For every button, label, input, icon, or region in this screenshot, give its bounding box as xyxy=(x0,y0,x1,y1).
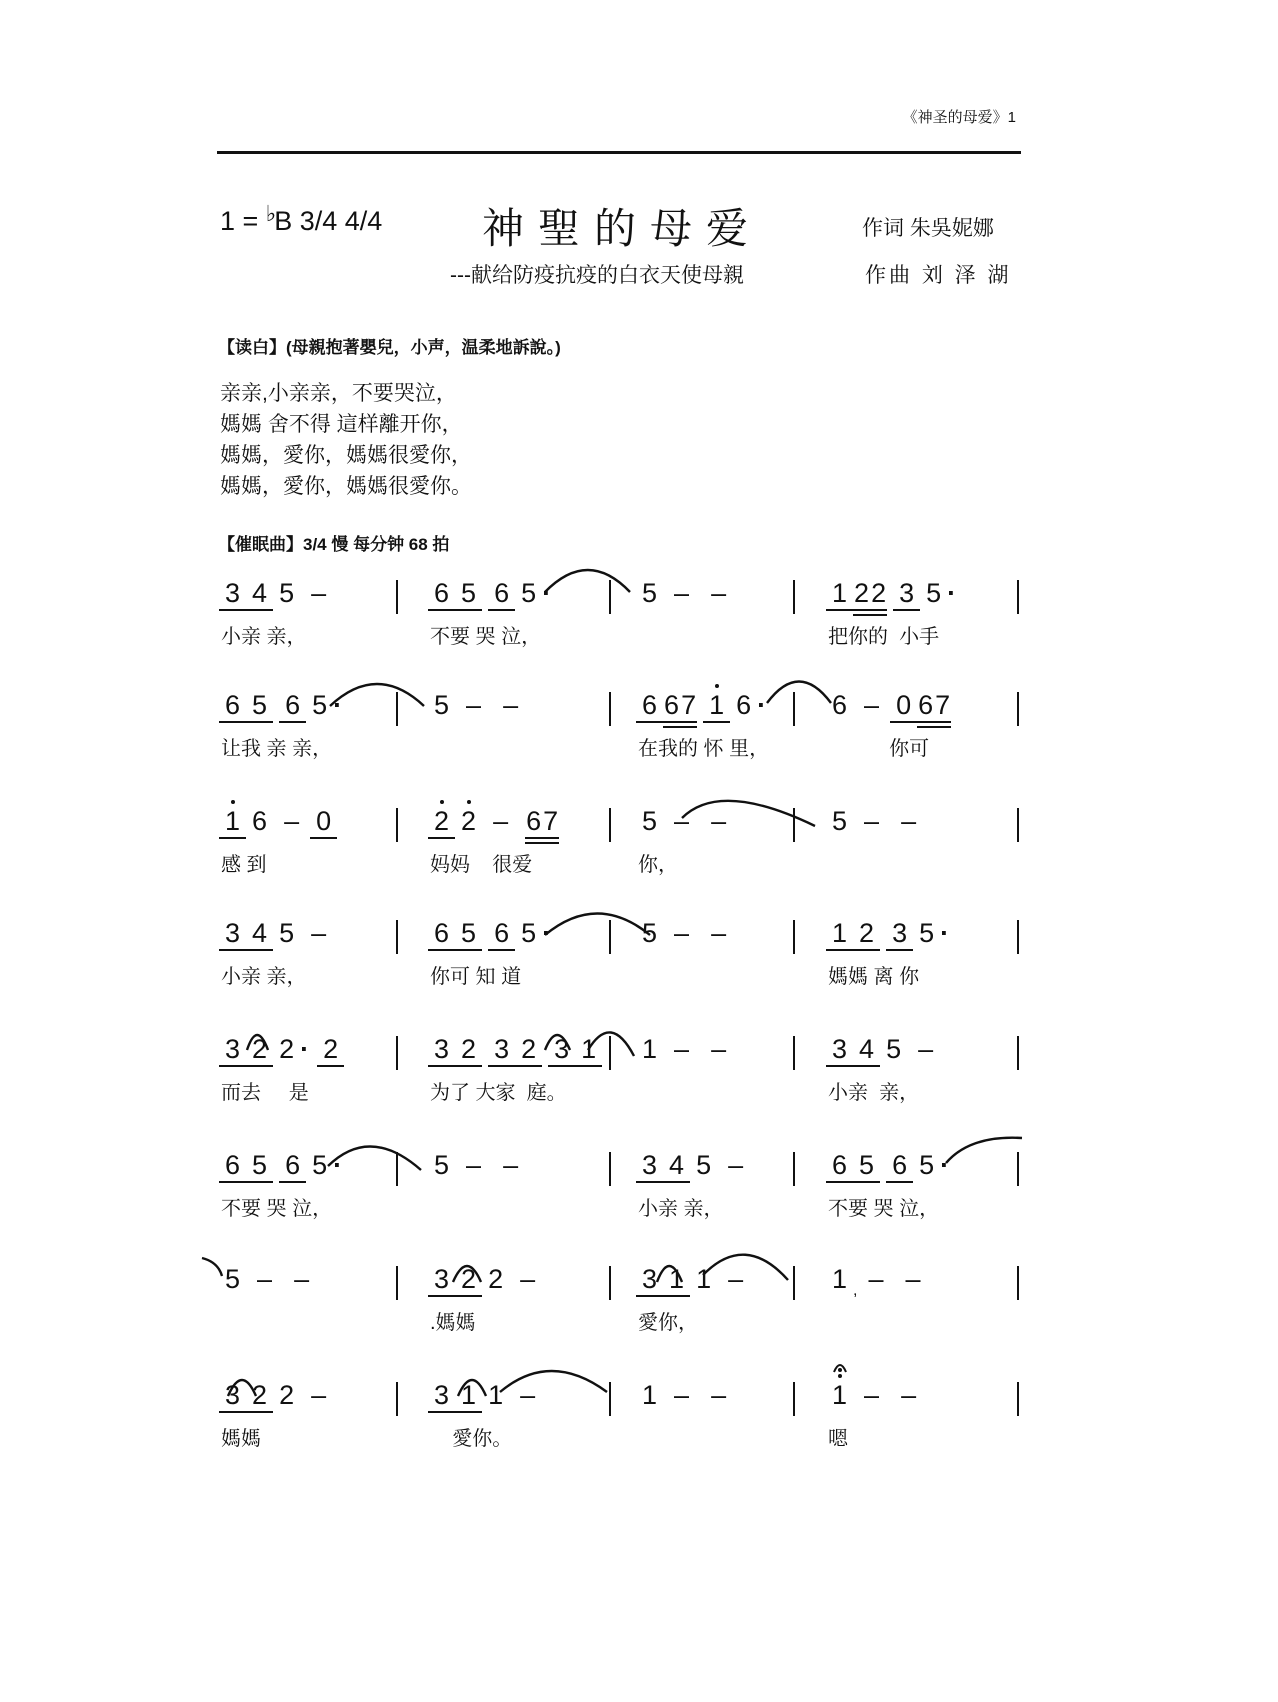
measure xyxy=(428,1380,546,1418)
sustain-dash: – xyxy=(728,1264,744,1294)
recitation-line: 媽媽，愛你，媽媽很愛你， xyxy=(220,444,472,467)
sustain-dash: – xyxy=(868,1264,884,1294)
running-head: 《神圣的母爱》1 xyxy=(902,109,1016,126)
measure xyxy=(428,578,553,616)
lyric: 把你的 小手 xyxy=(828,626,940,648)
note: 2 xyxy=(246,1380,273,1418)
measure xyxy=(826,690,951,728)
lyric: 而去 是 xyxy=(221,1082,309,1104)
note: 1 xyxy=(575,1034,602,1072)
note: 6 xyxy=(279,690,306,728)
recitation-heading: 【读白】(母親抱著嬰兒，小声，温柔地訴說。) xyxy=(218,338,561,357)
sustain-dash: – xyxy=(711,578,727,608)
note: 4 xyxy=(246,918,273,956)
sustain-dash: – xyxy=(901,1380,917,1410)
flat-sign: ♭ xyxy=(265,201,277,226)
note: 3 xyxy=(826,1034,853,1072)
bar-line xyxy=(793,920,795,954)
lyric: 你， xyxy=(638,854,678,876)
sustain-dash: – xyxy=(284,806,300,836)
measure xyxy=(826,578,958,616)
note: 5 xyxy=(642,578,658,608)
recitation-line: 亲亲,小亲亲，不要哭泣， xyxy=(220,382,457,405)
bar-line xyxy=(609,1036,611,1070)
note: 2 xyxy=(428,806,455,844)
sustain-dash: – xyxy=(728,1150,744,1180)
key-signature xyxy=(220,201,383,237)
note: 1 xyxy=(696,1264,712,1294)
measure xyxy=(219,1380,337,1418)
bar-line xyxy=(1017,920,1019,954)
recitation-line: 媽媽，愛你，媽媽很愛你。 xyxy=(220,475,472,498)
note: 5 xyxy=(919,1150,935,1180)
note: 6 xyxy=(636,690,663,728)
sustain-dash: – xyxy=(905,1264,921,1294)
bar-line xyxy=(609,1266,611,1300)
note: 2 xyxy=(870,578,887,616)
bar-line xyxy=(396,1036,398,1070)
measure xyxy=(428,918,553,956)
sustain-dash: – xyxy=(901,806,917,836)
lyric: 嗯 xyxy=(828,1428,848,1450)
bar-line xyxy=(793,1266,795,1300)
note: 1 xyxy=(826,918,853,956)
note: 0 xyxy=(310,806,337,844)
note: 2 xyxy=(279,1380,295,1410)
breath-mark: , xyxy=(853,1282,858,1299)
note: 1 xyxy=(826,578,853,616)
measure xyxy=(826,806,927,844)
bar-line xyxy=(793,1382,795,1416)
note: 3 xyxy=(219,1034,246,1072)
lyric: 你可 知 道 xyxy=(430,966,522,988)
note: 3 xyxy=(548,1034,575,1072)
sustain-dash: – xyxy=(294,1264,310,1294)
sustain-dash: – xyxy=(711,1380,727,1410)
note: 5 xyxy=(455,918,482,956)
note: 2 xyxy=(246,1034,273,1072)
dotted-rhythm: · xyxy=(947,578,957,608)
bar-line xyxy=(1017,1152,1019,1186)
note: 5 xyxy=(434,690,450,720)
sustain-dash: – xyxy=(864,806,880,836)
header-rule xyxy=(217,151,1021,154)
score-row xyxy=(0,578,1278,668)
note: 6 xyxy=(252,806,268,836)
note: 5 xyxy=(455,578,482,616)
lyric: 不要 哭 泣， xyxy=(430,626,542,648)
note: 4 xyxy=(853,1034,880,1072)
note: 5 xyxy=(434,1150,450,1180)
score-row xyxy=(0,918,1278,1008)
score-row xyxy=(0,690,1278,780)
note: 6 xyxy=(736,690,752,720)
dotted-rhythm: · xyxy=(300,1034,310,1064)
note: 2 xyxy=(455,1264,482,1302)
lyric: 愛你， xyxy=(638,1312,698,1334)
dotted-rhythm: · xyxy=(757,690,767,720)
bar-line xyxy=(396,580,398,614)
note: 3 xyxy=(428,1380,455,1418)
bar-line xyxy=(609,808,611,842)
sustain-dash: – xyxy=(674,578,690,608)
score-row xyxy=(0,1264,1278,1354)
note: 5 xyxy=(696,1150,712,1180)
key-note: B xyxy=(274,206,293,236)
lyric: 愛你。 xyxy=(430,1428,513,1450)
note: 2 xyxy=(853,918,880,956)
measure xyxy=(428,1150,529,1188)
note: 3 xyxy=(636,1264,663,1302)
bar-line xyxy=(609,1382,611,1416)
note: 2 xyxy=(455,806,482,844)
measure xyxy=(826,1380,927,1418)
bar-line xyxy=(396,808,398,842)
note: 6 xyxy=(428,578,455,616)
sustain-dash: – xyxy=(711,1034,727,1064)
measure xyxy=(826,918,951,956)
score-row xyxy=(0,1380,1278,1470)
bar-line xyxy=(793,1036,795,1070)
note: 2 xyxy=(515,1034,542,1072)
sustain-dash: – xyxy=(674,806,690,836)
measure xyxy=(636,578,737,616)
note: 1 xyxy=(703,690,730,728)
bar-line xyxy=(609,692,611,726)
note: 7 xyxy=(542,806,559,844)
sustain-dash: – xyxy=(674,1380,690,1410)
note: 5 xyxy=(926,578,942,608)
measure xyxy=(219,918,337,956)
bar-line xyxy=(1017,1266,1019,1300)
lyric: 让我 亲 亲， xyxy=(221,738,333,760)
note: 6 xyxy=(488,918,515,956)
lyric: 不要 哭 泣， xyxy=(221,1198,333,1220)
note: 5 xyxy=(279,918,295,948)
bar-line xyxy=(609,920,611,954)
note: 5 xyxy=(246,690,273,728)
note: 1 xyxy=(455,1380,482,1418)
sustain-dash: – xyxy=(493,806,509,836)
note: 1 xyxy=(832,1264,848,1294)
bar-line xyxy=(1017,580,1019,614)
measure xyxy=(219,1264,320,1302)
note: 6 xyxy=(917,690,934,728)
measure xyxy=(826,1150,951,1188)
bar-line xyxy=(396,920,398,954)
note: 3 xyxy=(219,918,246,956)
note: 2 xyxy=(853,578,870,616)
note: 1 xyxy=(642,1034,658,1064)
note: 3 xyxy=(893,578,920,616)
note: 5 xyxy=(279,578,295,608)
sustain-dash: – xyxy=(674,918,690,948)
sustain-dash: – xyxy=(311,918,327,948)
sustain-dash: – xyxy=(674,1034,690,1064)
bar-line xyxy=(609,580,611,614)
sustain-dash: – xyxy=(864,1380,880,1410)
note: 1 xyxy=(663,1264,690,1302)
score-row xyxy=(0,1150,1278,1240)
measure xyxy=(636,1264,754,1302)
note: 6 xyxy=(428,918,455,956)
measure xyxy=(636,1380,737,1418)
key-prefix: 1 = xyxy=(220,206,266,236)
note: 0 xyxy=(890,690,917,728)
lyric: 你可 xyxy=(828,738,930,760)
measure xyxy=(219,1150,344,1188)
note: 2 xyxy=(488,1264,504,1294)
bar-line xyxy=(793,580,795,614)
note: 5 xyxy=(521,918,537,948)
note: 1 xyxy=(642,1380,658,1410)
note: 1 xyxy=(488,1380,504,1410)
note: 1 xyxy=(826,1380,853,1418)
composer-credit: 作曲 刘 泽 湖 xyxy=(865,264,1012,287)
note: 5 xyxy=(642,806,658,836)
note: 6 xyxy=(886,1150,913,1188)
bar-line xyxy=(793,1152,795,1186)
note: 4 xyxy=(246,578,273,616)
measure xyxy=(428,1034,602,1072)
note: 6 xyxy=(219,690,246,728)
measure xyxy=(428,806,559,844)
dotted-rhythm: · xyxy=(542,578,552,608)
note: 3 xyxy=(886,918,913,956)
measure xyxy=(636,806,737,844)
note: 3 xyxy=(636,1150,663,1188)
measure xyxy=(428,690,529,728)
dotted-rhythm: · xyxy=(542,918,552,948)
fermata-icon xyxy=(832,1360,848,1374)
sustain-dash: – xyxy=(311,578,327,608)
note: 6 xyxy=(219,1150,246,1188)
note: 6 xyxy=(832,690,848,720)
measure xyxy=(636,918,737,956)
bar-line xyxy=(1017,1036,1019,1070)
note: 2 xyxy=(455,1034,482,1072)
measure xyxy=(826,1034,944,1072)
sustain-dash: – xyxy=(520,1264,536,1294)
time-signatures: 3/4 4/4 xyxy=(292,206,383,236)
bar-line xyxy=(793,692,795,726)
lyric: 妈妈 很爱 xyxy=(430,854,533,876)
lyric: 在我的 怀 里， xyxy=(638,738,770,760)
note: 4 xyxy=(663,1150,690,1188)
sustain-dash: – xyxy=(311,1380,327,1410)
dotted-rhythm: · xyxy=(940,918,950,948)
lyric: 感 到 xyxy=(221,854,267,876)
bar-line xyxy=(1017,1382,1019,1416)
lyric: 小亲 亲， xyxy=(221,626,307,648)
note: 3 xyxy=(428,1034,455,1072)
note: 5 xyxy=(919,918,935,948)
lyric: 小亲 亲， xyxy=(638,1198,724,1220)
dotted-rhythm: · xyxy=(333,1150,343,1180)
lullaby-heading: 【催眠曲】3/4 慢 每分钟 68 拍 xyxy=(218,535,450,554)
sustain-dash: – xyxy=(466,690,482,720)
note: 5 xyxy=(886,1034,902,1064)
note: 3 xyxy=(219,1380,246,1418)
note: 6 xyxy=(663,690,680,728)
measure xyxy=(636,690,768,728)
score-row xyxy=(0,806,1278,896)
sustain-dash: – xyxy=(503,690,519,720)
bar-line xyxy=(396,1382,398,1416)
note: 2 xyxy=(317,1034,344,1072)
measure xyxy=(219,690,344,728)
bar-line xyxy=(396,692,398,726)
lyric: 媽媽 离 你 xyxy=(828,966,920,988)
note: 3 xyxy=(428,1264,455,1302)
note: 5 xyxy=(312,1150,328,1180)
lyric: 媽媽 xyxy=(221,1428,261,1450)
measure xyxy=(636,1150,754,1188)
lyric: 为了 大家 庭。 xyxy=(430,1082,567,1104)
note: 5 xyxy=(642,918,658,948)
bar-line xyxy=(1017,808,1019,842)
sustain-dash: – xyxy=(864,690,880,720)
note: 3 xyxy=(488,1034,515,1072)
measure xyxy=(219,1034,344,1072)
bar-line xyxy=(609,1152,611,1186)
measure xyxy=(219,578,337,616)
sustain-dash: – xyxy=(520,1380,536,1410)
dotted-rhythm: · xyxy=(333,690,343,720)
note: 5 xyxy=(312,690,328,720)
dotted-rhythm: · xyxy=(940,1150,950,1180)
score-row xyxy=(0,1034,1278,1124)
note: 6 xyxy=(488,578,515,616)
sustain-dash: – xyxy=(711,918,727,948)
note: 5 xyxy=(853,1150,880,1188)
sustain-dash: – xyxy=(918,1034,934,1064)
lyricist-credit: 作词 朱吳妮娜 xyxy=(862,217,994,240)
note: 5 xyxy=(521,578,537,608)
note: 2 xyxy=(279,1034,295,1064)
note: 5 xyxy=(832,806,848,836)
song-subtitle: ---献给防疫抗疫的白衣天使母親 xyxy=(450,264,744,287)
note: 7 xyxy=(934,690,951,728)
note: 7 xyxy=(680,690,697,728)
sustain-dash: – xyxy=(711,806,727,836)
sustain-dash: – xyxy=(257,1264,273,1294)
note: 6 xyxy=(826,1150,853,1188)
note: 6 xyxy=(279,1150,306,1188)
measure xyxy=(219,806,337,844)
measure xyxy=(826,1264,932,1306)
bar-line xyxy=(793,808,795,842)
note: 5 xyxy=(246,1150,273,1188)
sustain-dash: – xyxy=(466,1150,482,1180)
song-title: 神聖的母爱 xyxy=(482,205,763,252)
lyric: 小亲 亲， xyxy=(828,1082,920,1104)
note: 1 xyxy=(219,806,246,844)
lyric: 小亲 亲， xyxy=(221,966,307,988)
lyric: 不要 哭 泣， xyxy=(828,1198,940,1220)
bar-line xyxy=(396,1266,398,1300)
measure xyxy=(428,1264,546,1302)
sustain-dash: – xyxy=(503,1150,519,1180)
lyric: .媽媽 xyxy=(430,1312,476,1334)
bar-line xyxy=(1017,692,1019,726)
note: 3 xyxy=(219,578,246,616)
measure xyxy=(636,1034,737,1072)
note: 5 xyxy=(225,1264,241,1294)
recitation-text xyxy=(220,378,472,502)
recitation-line: 媽媽 舍不得 這样離开你， xyxy=(220,413,463,436)
note: 6 xyxy=(525,806,542,844)
bar-line xyxy=(396,1152,398,1186)
